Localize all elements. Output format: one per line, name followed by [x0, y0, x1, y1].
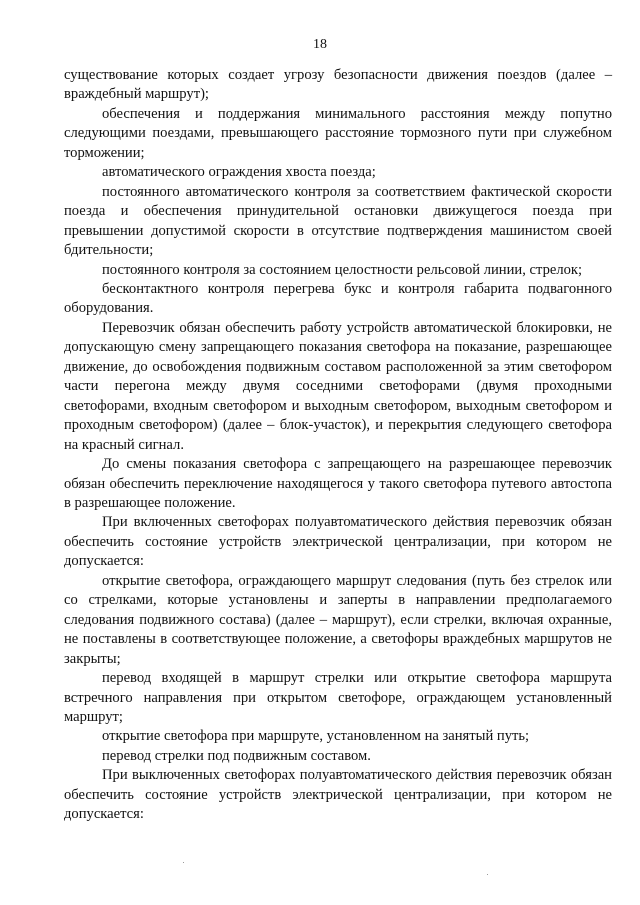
- paragraph: При выключенных светофорах полуавтоматического действия перевозчик обязан обеспечить состояние устройств электрической централизации, при котором не допускается:: [64, 767, 612, 823]
- paragraph: бесконтактного контроля перегрева букс и контроля габарита подвагонного оборудования.: [64, 280, 612, 317]
- paragraph: перевод входящей в маршрут стрелки или открытие светофора маршрута встречного направления при открытом светофоре, ограждающем установленный маршрут;: [64, 670, 612, 725]
- page-number: 18: [313, 37, 327, 52]
- paragraph: До смены показания светофора с запрещающего на разрешающее перевозчик обязан обеспечить переключение находящегося у такого светофора путевого автостопа в разрешающее положение.: [64, 456, 612, 511]
- paragraph: автоматического ограждения хвоста поезда;: [102, 164, 376, 181]
- paragraph: Перевозчик обязан обеспечить работу устройств автоматической блокировки, не допускающую смену запрещающего показания светофора на показание, разрешающее движение, до освобождения подвижным составом расположенной за этим светофором части перегона между двумя соседними светофорами (двумя проходными светофорами, входным светофором и выходным светофором, выходным светофором и проходным светофором) (далее – блок-участок), и перекрытия следующего светофора на красный сигнал.: [64, 319, 612, 453]
- paragraph: постоянного контроля за состоянием целостности рельсовой линии, стрелок;: [102, 261, 583, 278]
- paragraph: постоянного автоматического контроля за соответствием фактической скорости поезда и обеспечения принудительной остановки движущегося поезда при превышении допустимой скорости в отсутствие подтверждения машинистом своей бдительности;: [64, 183, 612, 259]
- document-body: [64, 66, 612, 825]
- scan-speck: [487, 874, 488, 875]
- paragraph: открытие светофора, ограждающего маршрут следования (путь без стрелок или со стрелками, которые установлены и заперты в направлении предполагаемого следования подвижного состава) (далее – маршрут), если стрелки, включая охранные, не поставлены в соответствующее положение, а светофоры враждебных маршрутов не закрыты;: [64, 572, 612, 667]
- paragraph: перевод стрелки под подвижным составом.: [102, 747, 371, 764]
- scan-speck: [183, 862, 184, 863]
- paragraph: обеспечения и поддержания минимального расстояния между попутно следующими поездами, превышающего расстояние тормозного пути при служебном торможении;: [64, 105, 612, 161]
- paragraph: открытие светофора при маршруте, установленном на занятый путь;: [102, 728, 530, 745]
- paragraph: При включенных светофорах полуавтоматического действия перевозчик обязан обеспечить состояние устройств электрической централизации, при котором не допускается:: [64, 514, 612, 570]
- paragraph-continuation: существование которых создает угрозу безопасности движения поездов (далее – враждебный маршрут);: [64, 67, 612, 103]
